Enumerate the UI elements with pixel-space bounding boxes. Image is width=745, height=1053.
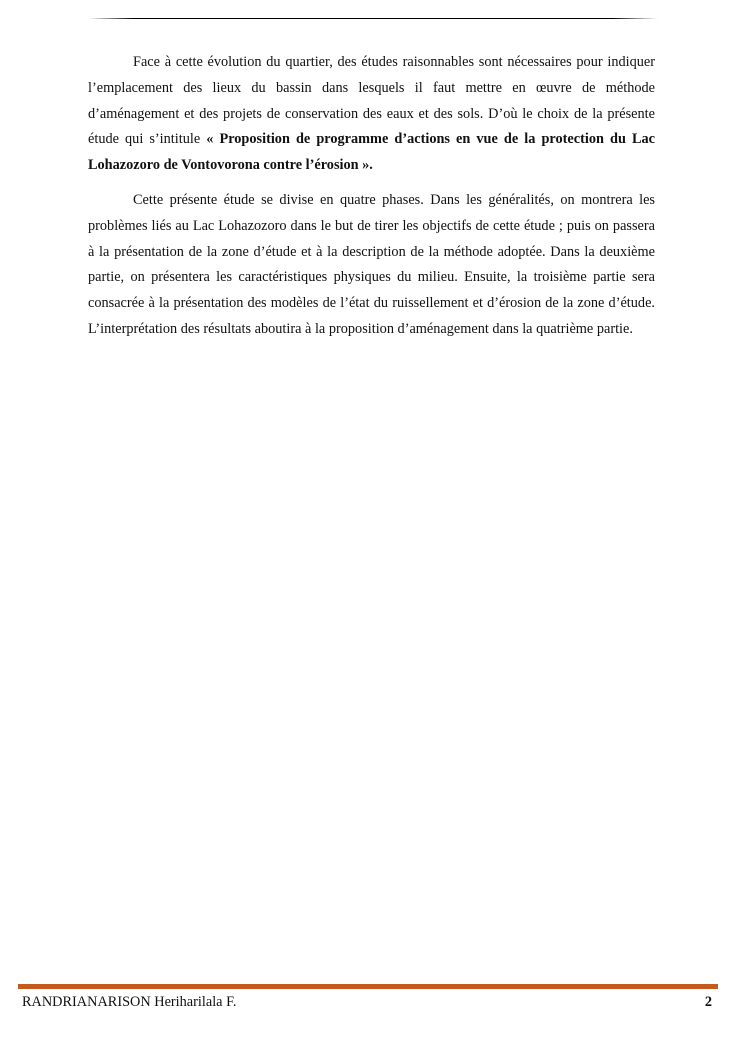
study-title: « Proposition de programme d’actions en vue de la protection du Lac Lohazozoro de Vontovorona contre l’érosion ». bbox=[88, 131, 655, 174]
header-rule bbox=[88, 18, 658, 19]
document-body bbox=[88, 50, 655, 352]
paragraph-1 bbox=[88, 50, 655, 179]
footer-rule bbox=[18, 984, 718, 989]
paragraph-1-text: Face à cette évolution du quartier, des études raisonnables sont nécessaires pour indiquer l’emplacement des lieux du bassin dans lesquels il faut mettre en œuvre de méthode d’aménagement et des projets de conservation des eaux et des sols. D’où le choix de la présente étude qui s’intitule bbox=[88, 54, 655, 148]
footer-author: RANDRIANARISON Heriharilala F. bbox=[22, 994, 237, 1010]
paragraph-2: Cette présente étude se divise en quatre phases. Dans les généralités, on montrera les problèmes liés au Lac Lohazozoro dans le but de tirer les objectifs de cette étude ; puis on passera à la présentation de la zone d’étude et à la description de la méthode adoptée. Dans la deuxième partie, on présentera les caractéristiques physiques du milieu. Ensuite, la troisième partie sera consacrée à la présentation des modèles de l’état du ruissellement et d’érosion de la zone d’étude. L’interprétation des résultats aboutira à la proposition d’aménagement dans la quatrième partie. bbox=[88, 191, 655, 337]
page-number: 2 bbox=[704, 994, 712, 1010]
